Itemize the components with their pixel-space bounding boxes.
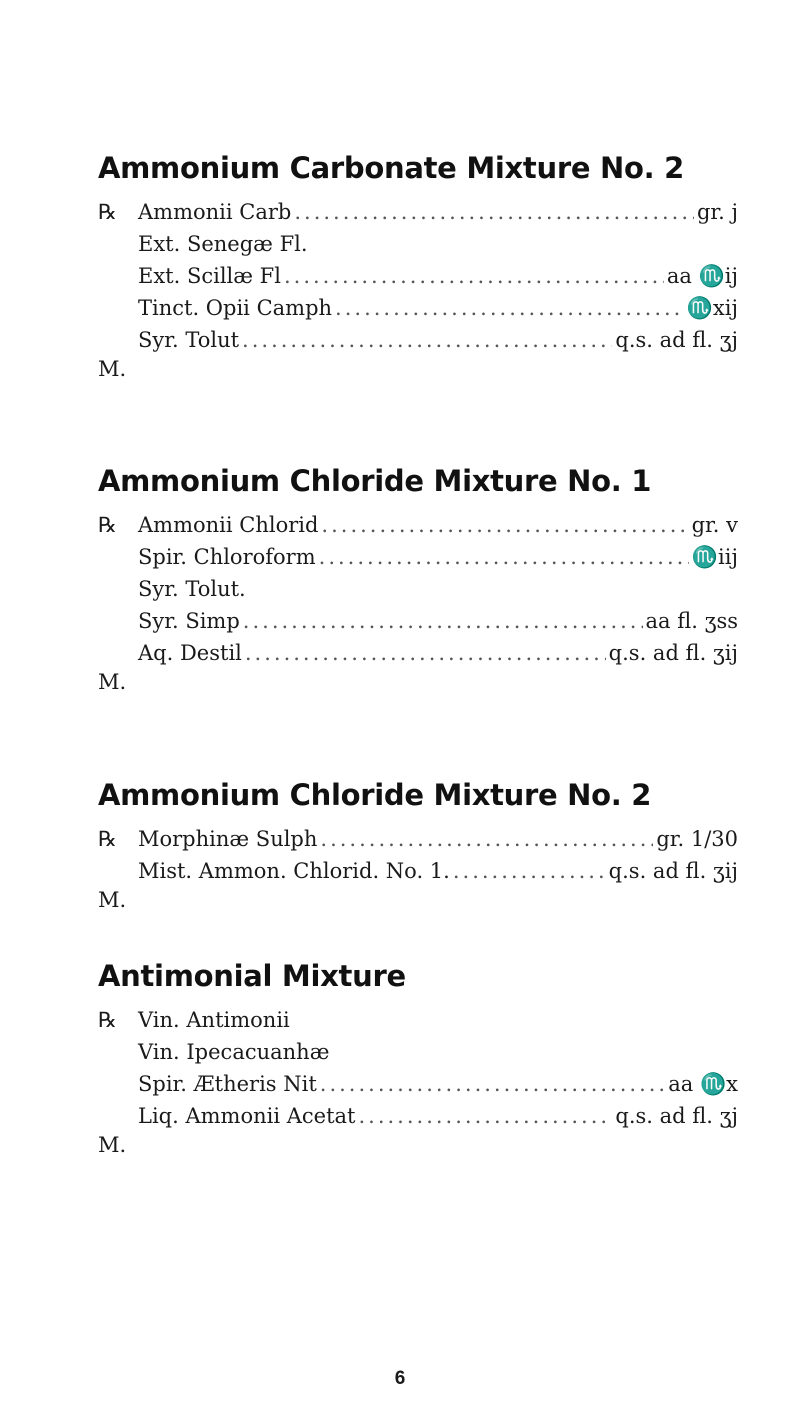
- ingredient-quantity: gr. 1/30: [656, 827, 738, 851]
- formula-heading: Ammonium Carbonate Mixture No. 2: [98, 151, 684, 185]
- ingredient-name: Ext. Scillæ Fl: [138, 264, 281, 288]
- recipe-symbol: ℞: [98, 1008, 117, 1032]
- ingredient-line: [98, 637, 738, 669]
- dot-leader: [321, 509, 688, 541]
- dot-leader: [320, 823, 653, 855]
- ingredient-line: [98, 228, 738, 260]
- dot-leader: [284, 260, 664, 292]
- formula-heading: Antimonial Mixture: [98, 959, 406, 993]
- dot-leader: [320, 1068, 666, 1100]
- ingredient-line: [98, 1004, 738, 1036]
- dot-leader: [242, 324, 612, 356]
- dot-leader: [245, 637, 606, 669]
- ingredient-line: [98, 1100, 738, 1132]
- ingredient-line: [98, 509, 738, 541]
- ingredient-name: Liq. Ammonii Acetat: [138, 1104, 356, 1128]
- mix-directive: M.: [98, 1133, 127, 1157]
- formula-ammonium-chloride-mixture-1: [98, 463, 738, 695]
- dot-leader: [335, 292, 684, 324]
- ingredient-line: [98, 324, 738, 356]
- ingredient-line: [98, 541, 738, 573]
- ingredient-name: Aq. Destil: [138, 641, 242, 665]
- recipe-symbol: ℞: [98, 827, 117, 851]
- formula-antimonial-mixture: [98, 958, 738, 1158]
- dot-leader: [319, 541, 689, 573]
- dot-leader: [243, 605, 643, 637]
- ingredient-quantity: q.s. ad fl. ʒj: [615, 328, 738, 352]
- formula-heading: Ammonium Chloride Mixture No. 1: [98, 464, 652, 498]
- ingredient-name: Vin. Antimonii: [138, 1008, 290, 1032]
- formula-ammonium-chloride-mixture-2: [98, 777, 738, 913]
- ingredient-line: [98, 855, 738, 887]
- recipe-symbol: ℞: [98, 200, 117, 224]
- ingredient-line: [98, 260, 738, 292]
- ingredient-quantity: gr. j: [696, 200, 738, 224]
- ingredient-line: [98, 605, 738, 637]
- ingredient-name: Spir. Ætheris Nit: [138, 1072, 317, 1096]
- ingredient-quantity: ♏xij: [686, 296, 738, 320]
- ingredient-name: Tinct. Opii Camph: [138, 296, 333, 320]
- ingredient-name: Syr. Tolut: [138, 328, 240, 352]
- ingredient-quantity: aa ♏x: [668, 1072, 738, 1096]
- dot-leader: [453, 855, 606, 887]
- recipe-symbol: ℞: [98, 513, 117, 537]
- ingredient-name: Syr. Simp: [138, 609, 240, 633]
- ingredient-quantity: gr. v: [691, 513, 738, 537]
- ingredient-quantity: q.s. ad fl. ʒij: [608, 641, 738, 665]
- formula-ammonium-carbonate-mixture-2: [98, 150, 738, 382]
- dot-leader: [294, 196, 694, 228]
- mix-directive: M.: [98, 357, 127, 381]
- formula-heading: Ammonium Chloride Mixture No. 2: [98, 778, 652, 812]
- ingredient-line: [98, 196, 738, 228]
- ingredient-line: [98, 823, 738, 855]
- ingredient-line: [98, 1036, 738, 1068]
- ingredient-quantity: aa fl. ʒss: [645, 609, 738, 633]
- ingredient-name: Vin. Ipecacuanhæ: [138, 1040, 330, 1064]
- ingredient-name: Syr. Tolut.: [138, 577, 246, 601]
- ingredient-quantity: ♏iij: [691, 545, 738, 569]
- ingredient-quantity: q.s. ad fl. ʒij: [608, 859, 738, 883]
- ingredient-line: [98, 292, 738, 324]
- page-number: 6: [394, 1368, 406, 1389]
- ingredient-quantity: aa ♏ij: [666, 264, 738, 288]
- ingredient-line: [98, 1068, 738, 1100]
- ingredient-name: Ext. Senegæ Fl.: [138, 232, 308, 256]
- ingredient-quantity: q.s. ad fl. ʒj: [615, 1104, 738, 1128]
- ingredient-name: Ammonii Carb: [138, 200, 292, 224]
- mix-directive: M.: [98, 888, 127, 912]
- ingredient-line: [98, 573, 738, 605]
- ingredient-name: Spir. Chloroform: [138, 545, 316, 569]
- ingredient-name: Mist. Ammon. Chlorid. No. 1.: [138, 859, 450, 883]
- ingredient-name: Morphinæ Sulph: [138, 827, 318, 851]
- dot-leader: [358, 1100, 612, 1132]
- ingredient-name: Ammonii Chlorid: [138, 513, 319, 537]
- mix-directive: M.: [98, 670, 127, 694]
